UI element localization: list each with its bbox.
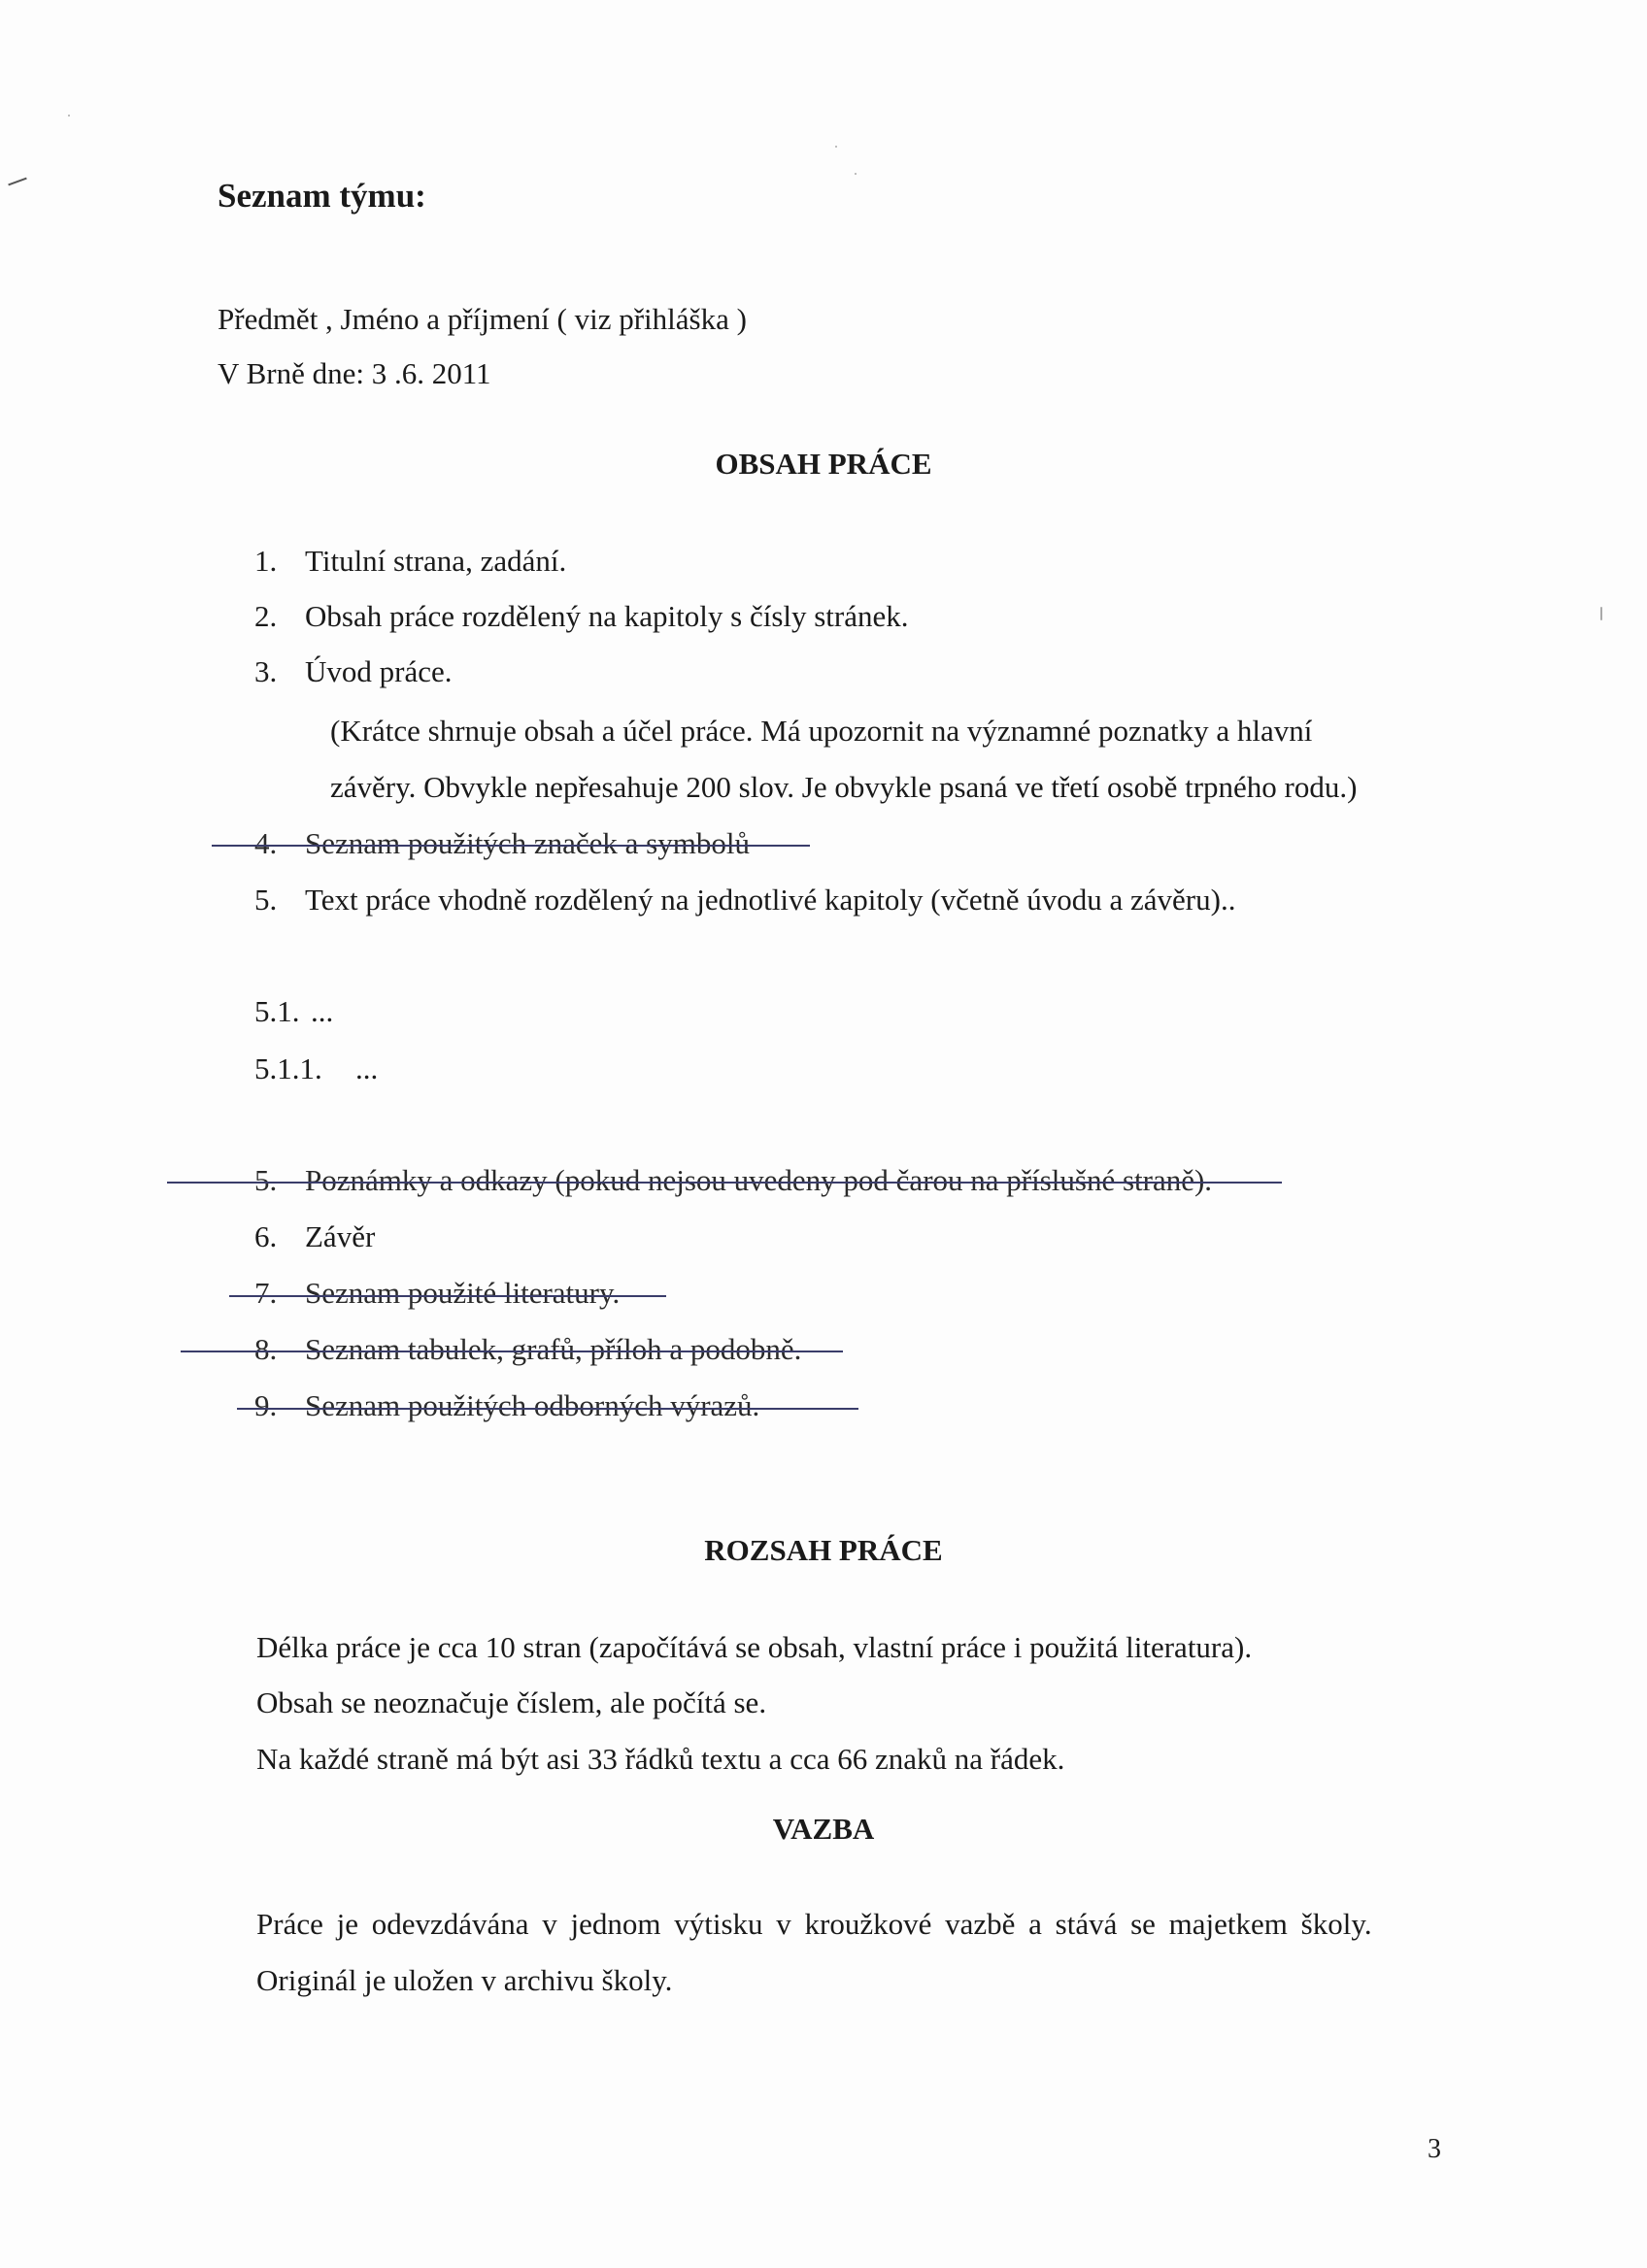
list-item-text: Seznam použitých značek a symbolů [305,826,750,860]
list-item-number: 4. [254,826,278,860]
subitem-text: ... [311,994,334,1028]
strikethrough-line [229,1295,666,1297]
section-title-vazba: VAZBA [772,1812,875,1846]
list-item-number: 2. [254,599,278,633]
list-item-number: 5. [254,883,278,917]
rozsah-line: Na každé straně má být asi 33 řádků textu a cca 66 znaků na řádek. [256,1742,1065,1776]
page-number: 3 [1428,2134,1441,2164]
intro-date-line: V Brně dne: 3 .6. 2011 [218,356,491,390]
list-item-text: Úvod práce. [305,654,453,688]
subitem-number: 5.1.1. [254,1051,322,1085]
list-item-number: 1. [254,544,278,578]
list-item-number: 5. [254,1163,278,1197]
strikethrough-line [181,1351,843,1352]
section-title-rozsah: ROZSAH PRÁCE [704,1533,943,1567]
list-item-text: Seznam použitých odborných výrazů. [305,1388,760,1422]
strikethrough-line [212,845,810,847]
subitem-number: 5.1. [254,994,300,1028]
list-item-description: závěry. Obvykle nepřesahuje 200 slov. Je obvykle psaná ve třetí osobě trpného rodu.) [330,770,1358,804]
rozsah-line: Obsah se neoznačuje číslem, ale počítá se. [256,1685,767,1719]
list-item-description: (Krátce shrnuje obsah a účel práce. Má upozornit na významné poznatky a hlavní [330,714,1313,748]
strikethrough-line [167,1182,1282,1184]
vazba-line: Práce je odevzdávána v jednom výtisku v kroužkové vazbě a stává se majetkem školy. [256,1907,1372,1941]
list-item-text: Obsah práce rozdělený na kapitoly s čísly stránek. [305,599,909,633]
list-item-text: Poznámky a odkazy (pokud nejsou uvedeny pod čarou na příslušné straně). [305,1163,1213,1197]
list-item-number: 7. [254,1276,278,1310]
strikethrough-line [237,1408,858,1410]
list-item-number: 6. [254,1219,278,1253]
list-item-text: Závěr [305,1219,376,1253]
scan-mark [8,178,26,186]
section-title-obsah: OBSAH PRÁCE [715,447,932,481]
list-item-number: 3. [254,654,278,688]
list-item-text: Seznam tabulek, grafů, příloh a podobně. [305,1332,802,1366]
list-item-text: Titulní strana, zadání. [305,544,567,578]
list-item-number: 9. [254,1388,278,1422]
rozsah-line: Délka práce je cca 10 stran (započítává se obsah, vlastní práce i použitá literatura). [256,1630,1253,1664]
list-item-number: 8. [254,1332,278,1366]
scan-dot [855,173,857,175]
list-item-text: Text práce vhodně rozdělený na jednotlivé kapitoly (včetně úvodu a závěru).. [305,883,1236,917]
vazba-line: Originál je uložen v archivu školy. [256,1963,673,1997]
scan-dot [1600,607,1602,620]
scan-dot [68,115,70,117]
page-heading: Seznam týmu: [218,177,426,215]
subitem-text: ... [355,1051,379,1085]
list-item-text: Seznam použité literatury. [305,1276,621,1310]
scan-dot [835,146,837,148]
intro-subject-line: Předmět , Jméno a příjmení ( viz přihláška ) [218,302,747,336]
